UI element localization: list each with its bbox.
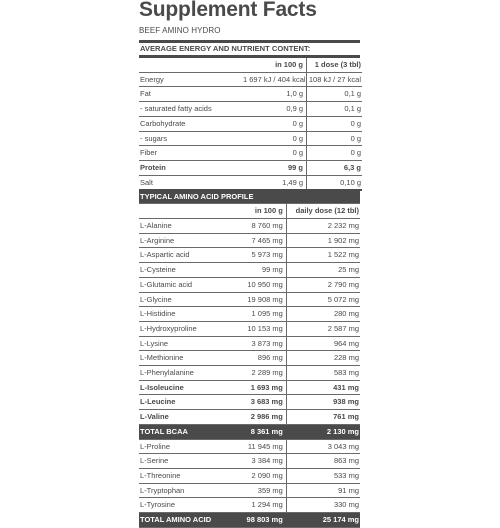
nutrient-name-cell: Salt bbox=[139, 175, 243, 190]
amino-name-cell: L-Tryptophan bbox=[139, 483, 213, 498]
amino-per-dose-cell: 431 mg bbox=[286, 380, 360, 395]
nutrient-per-100g-cell: 1,0 g bbox=[243, 87, 307, 102]
amino-row bbox=[139, 219, 360, 234]
amino-row bbox=[139, 380, 360, 395]
amino-row bbox=[139, 321, 360, 336]
nutrient-per-100g-cell: 0 g bbox=[243, 146, 307, 161]
amino-per-100g-cell: 10 153 mg bbox=[213, 321, 287, 336]
nutrient-per-dose-cell: 0,10 g bbox=[307, 175, 363, 190]
amino-row bbox=[139, 292, 360, 307]
nutrient-name-cell: - saturated fatty acids bbox=[139, 102, 243, 117]
nutrient-name-cell: Fat bbox=[139, 87, 243, 102]
nutrient-per-100g-cell: 1,49 g bbox=[243, 175, 307, 190]
amino-name-cell: L-Alanine bbox=[139, 219, 213, 234]
amino-name-cell: L-Glycine bbox=[139, 292, 213, 307]
amino-per-dose-cell: 964 mg bbox=[286, 336, 360, 351]
amino-per-dose-cell: 2 790 mg bbox=[286, 277, 360, 292]
nutrient-per-dose-cell: 108 kJ / 27 kcal bbox=[307, 72, 363, 87]
amino-per-dose-cell: 533 mg bbox=[286, 468, 360, 483]
amino-row bbox=[139, 248, 360, 263]
nutrient-header-row bbox=[139, 58, 362, 72]
amino-per-100g-cell: 99 mg bbox=[213, 263, 287, 278]
amino-per-dose-cell: 2 232 mg bbox=[286, 219, 360, 234]
amino-name-cell: L-Leucine bbox=[139, 395, 213, 410]
nutrient-section-heading: AVERAGE ENERGY AND NUTRIENT CONTENT: bbox=[139, 43, 360, 58]
amino-name-cell: L-Threonine bbox=[139, 468, 213, 483]
amino-row bbox=[139, 351, 360, 366]
amino-header-daily-dose: daily dose (12 tbl) bbox=[286, 204, 360, 219]
amino-row bbox=[139, 454, 360, 469]
nutrient-row bbox=[139, 160, 362, 175]
amino-name-cell: L-Methionine bbox=[139, 351, 213, 366]
nutrient-row bbox=[139, 175, 362, 190]
nutrient-name-cell: Carbohydrate bbox=[139, 116, 243, 131]
nutrient-header-name bbox=[139, 58, 243, 72]
amino-row bbox=[139, 395, 360, 410]
amino-per-100g-cell: 896 mg bbox=[213, 351, 287, 366]
amino-name-cell: L-Glutamic acid bbox=[139, 277, 213, 292]
nutrient-per-100g-cell: 0 g bbox=[243, 131, 307, 146]
amino-per-dose-cell: 2 587 mg bbox=[286, 321, 360, 336]
amino-per-100g-cell: 359 mg bbox=[213, 483, 287, 498]
nutrient-name-cell: Energy bbox=[139, 72, 243, 87]
nutrient-row bbox=[139, 102, 362, 117]
amino-name-cell: L-Histidine bbox=[139, 307, 213, 322]
amino-row bbox=[139, 307, 360, 322]
nutrient-per-dose-cell: 0 g bbox=[307, 116, 363, 131]
amino-row bbox=[139, 366, 360, 381]
nutrient-row bbox=[139, 87, 362, 102]
amino-name-cell: L-Cysteine bbox=[139, 263, 213, 278]
amino-per-100g-cell: 3 384 mg bbox=[213, 454, 287, 469]
amino-per-100g-cell: 3 873 mg bbox=[213, 336, 287, 351]
amino-header-per-100g: in 100 g bbox=[213, 204, 287, 219]
amino-name-cell: L-Lysine bbox=[139, 336, 213, 351]
amino-per-dose-cell: 280 mg bbox=[286, 307, 360, 322]
amino-name-cell: L-Aspartic acid bbox=[139, 248, 213, 263]
amino-per-dose-cell: 91 mg bbox=[286, 483, 360, 498]
nutrient-panel bbox=[139, 40, 360, 528]
amino-per-dose-cell: 228 mg bbox=[286, 351, 360, 366]
amino-per-dose-cell: 330 mg bbox=[286, 498, 360, 513]
label-title: Supplement Facts bbox=[139, 0, 317, 21]
nutrient-per-dose-cell: 6,3 g bbox=[307, 160, 363, 175]
product-name: BEEF AMINO HYDRO bbox=[139, 26, 221, 35]
nutrient-table bbox=[139, 58, 362, 191]
nutrient-per-dose-cell: 0,1 g bbox=[307, 102, 363, 117]
amino-table bbox=[139, 191, 360, 527]
amino-per-100g-cell: 1 294 mg bbox=[213, 498, 287, 513]
amino-header-name bbox=[139, 204, 213, 219]
amino-row bbox=[139, 439, 360, 454]
amino-per-dose-cell: 1 522 mg bbox=[286, 248, 360, 263]
nutrient-name-cell: Protein bbox=[139, 160, 243, 175]
amino-name-cell: TOTAL BCAA bbox=[139, 424, 213, 439]
nutrient-name-cell: Fiber bbox=[139, 146, 243, 161]
nutrient-name-cell: - sugars bbox=[139, 131, 243, 146]
nutrient-per-100g-cell: 0,9 g bbox=[243, 102, 307, 117]
amino-per-100g-cell: 2 090 mg bbox=[213, 468, 287, 483]
amino-row bbox=[139, 410, 360, 425]
amino-per-100g-cell: 10 950 mg bbox=[213, 277, 287, 292]
amino-section-heading: TYPICAL AMINO ACID PROFILE bbox=[139, 191, 360, 204]
amino-row bbox=[139, 513, 360, 528]
amino-per-100g-cell: 11 945 mg bbox=[213, 439, 287, 454]
amino-per-dose-cell: 25 174 mg bbox=[286, 513, 360, 528]
nutrient-header-per-dose: 1 dose (3 tbl) bbox=[307, 58, 363, 72]
amino-per-100g-cell: 5 973 mg bbox=[213, 248, 287, 263]
amino-row bbox=[139, 277, 360, 292]
supplement-facts-label bbox=[139, 0, 360, 528]
amino-per-100g-cell: 1 693 mg bbox=[213, 380, 287, 395]
amino-name-cell: L-Hydroxyproline bbox=[139, 321, 213, 336]
nutrient-per-100g-cell: 0 g bbox=[243, 116, 307, 131]
nutrient-row bbox=[139, 116, 362, 131]
amino-row bbox=[139, 424, 360, 439]
amino-name-cell: L-Tyrosine bbox=[139, 498, 213, 513]
nutrient-per-dose-cell: 0 g bbox=[307, 131, 363, 146]
amino-per-100g-cell: 19 908 mg bbox=[213, 292, 287, 307]
amino-per-dose-cell: 583 mg bbox=[286, 366, 360, 381]
amino-per-100g-cell: 98 803 mg bbox=[213, 513, 287, 528]
nutrient-per-dose-cell: 0,1 g bbox=[307, 87, 363, 102]
amino-per-100g-cell: 1 095 mg bbox=[213, 307, 287, 322]
amino-per-100g-cell: 2 289 mg bbox=[213, 366, 287, 381]
amino-name-cell: L-Valine bbox=[139, 410, 213, 425]
amino-section-heading-row bbox=[139, 191, 360, 204]
nutrient-row bbox=[139, 72, 362, 87]
amino-row bbox=[139, 483, 360, 498]
amino-per-dose-cell: 863 mg bbox=[286, 454, 360, 469]
amino-per-dose-cell: 3 043 mg bbox=[286, 439, 360, 454]
amino-per-100g-cell: 3 683 mg bbox=[213, 395, 287, 410]
amino-row bbox=[139, 498, 360, 513]
amino-row bbox=[139, 468, 360, 483]
amino-row bbox=[139, 336, 360, 351]
amino-row bbox=[139, 233, 360, 248]
nutrient-per-100g-cell: 1 697 kJ / 404 kcal bbox=[243, 72, 307, 87]
amino-per-100g-cell: 7 465 mg bbox=[213, 233, 287, 248]
amino-per-dose-cell: 938 mg bbox=[286, 395, 360, 410]
amino-per-dose-cell: 1 902 mg bbox=[286, 233, 360, 248]
nutrient-per-100g-cell: 99 g bbox=[243, 160, 307, 175]
amino-per-dose-cell: 761 mg bbox=[286, 410, 360, 425]
amino-per-100g-cell: 8 361 mg bbox=[213, 424, 287, 439]
amino-row bbox=[139, 263, 360, 278]
amino-per-100g-cell: 2 986 mg bbox=[213, 410, 287, 425]
amino-per-dose-cell: 5 072 mg bbox=[286, 292, 360, 307]
amino-name-cell: L-Serine bbox=[139, 454, 213, 469]
amino-name-cell: L-Phenylalanine bbox=[139, 366, 213, 381]
nutrient-row bbox=[139, 131, 362, 146]
amino-per-100g-cell: 8 760 mg bbox=[213, 219, 287, 234]
amino-name-cell: L-Arginine bbox=[139, 233, 213, 248]
amino-name-cell: L-Isoleucine bbox=[139, 380, 213, 395]
nutrient-header-per-100g: in 100 g bbox=[243, 58, 307, 72]
amino-name-cell: TOTAL AMINO ACID bbox=[139, 513, 213, 528]
nutrient-per-dose-cell: 0 g bbox=[307, 146, 363, 161]
amino-per-dose-cell: 2 130 mg bbox=[286, 424, 360, 439]
amino-header-row bbox=[139, 204, 360, 219]
amino-per-dose-cell: 25 mg bbox=[286, 263, 360, 278]
nutrient-row bbox=[139, 146, 362, 161]
amino-name-cell: L-Proline bbox=[139, 439, 213, 454]
